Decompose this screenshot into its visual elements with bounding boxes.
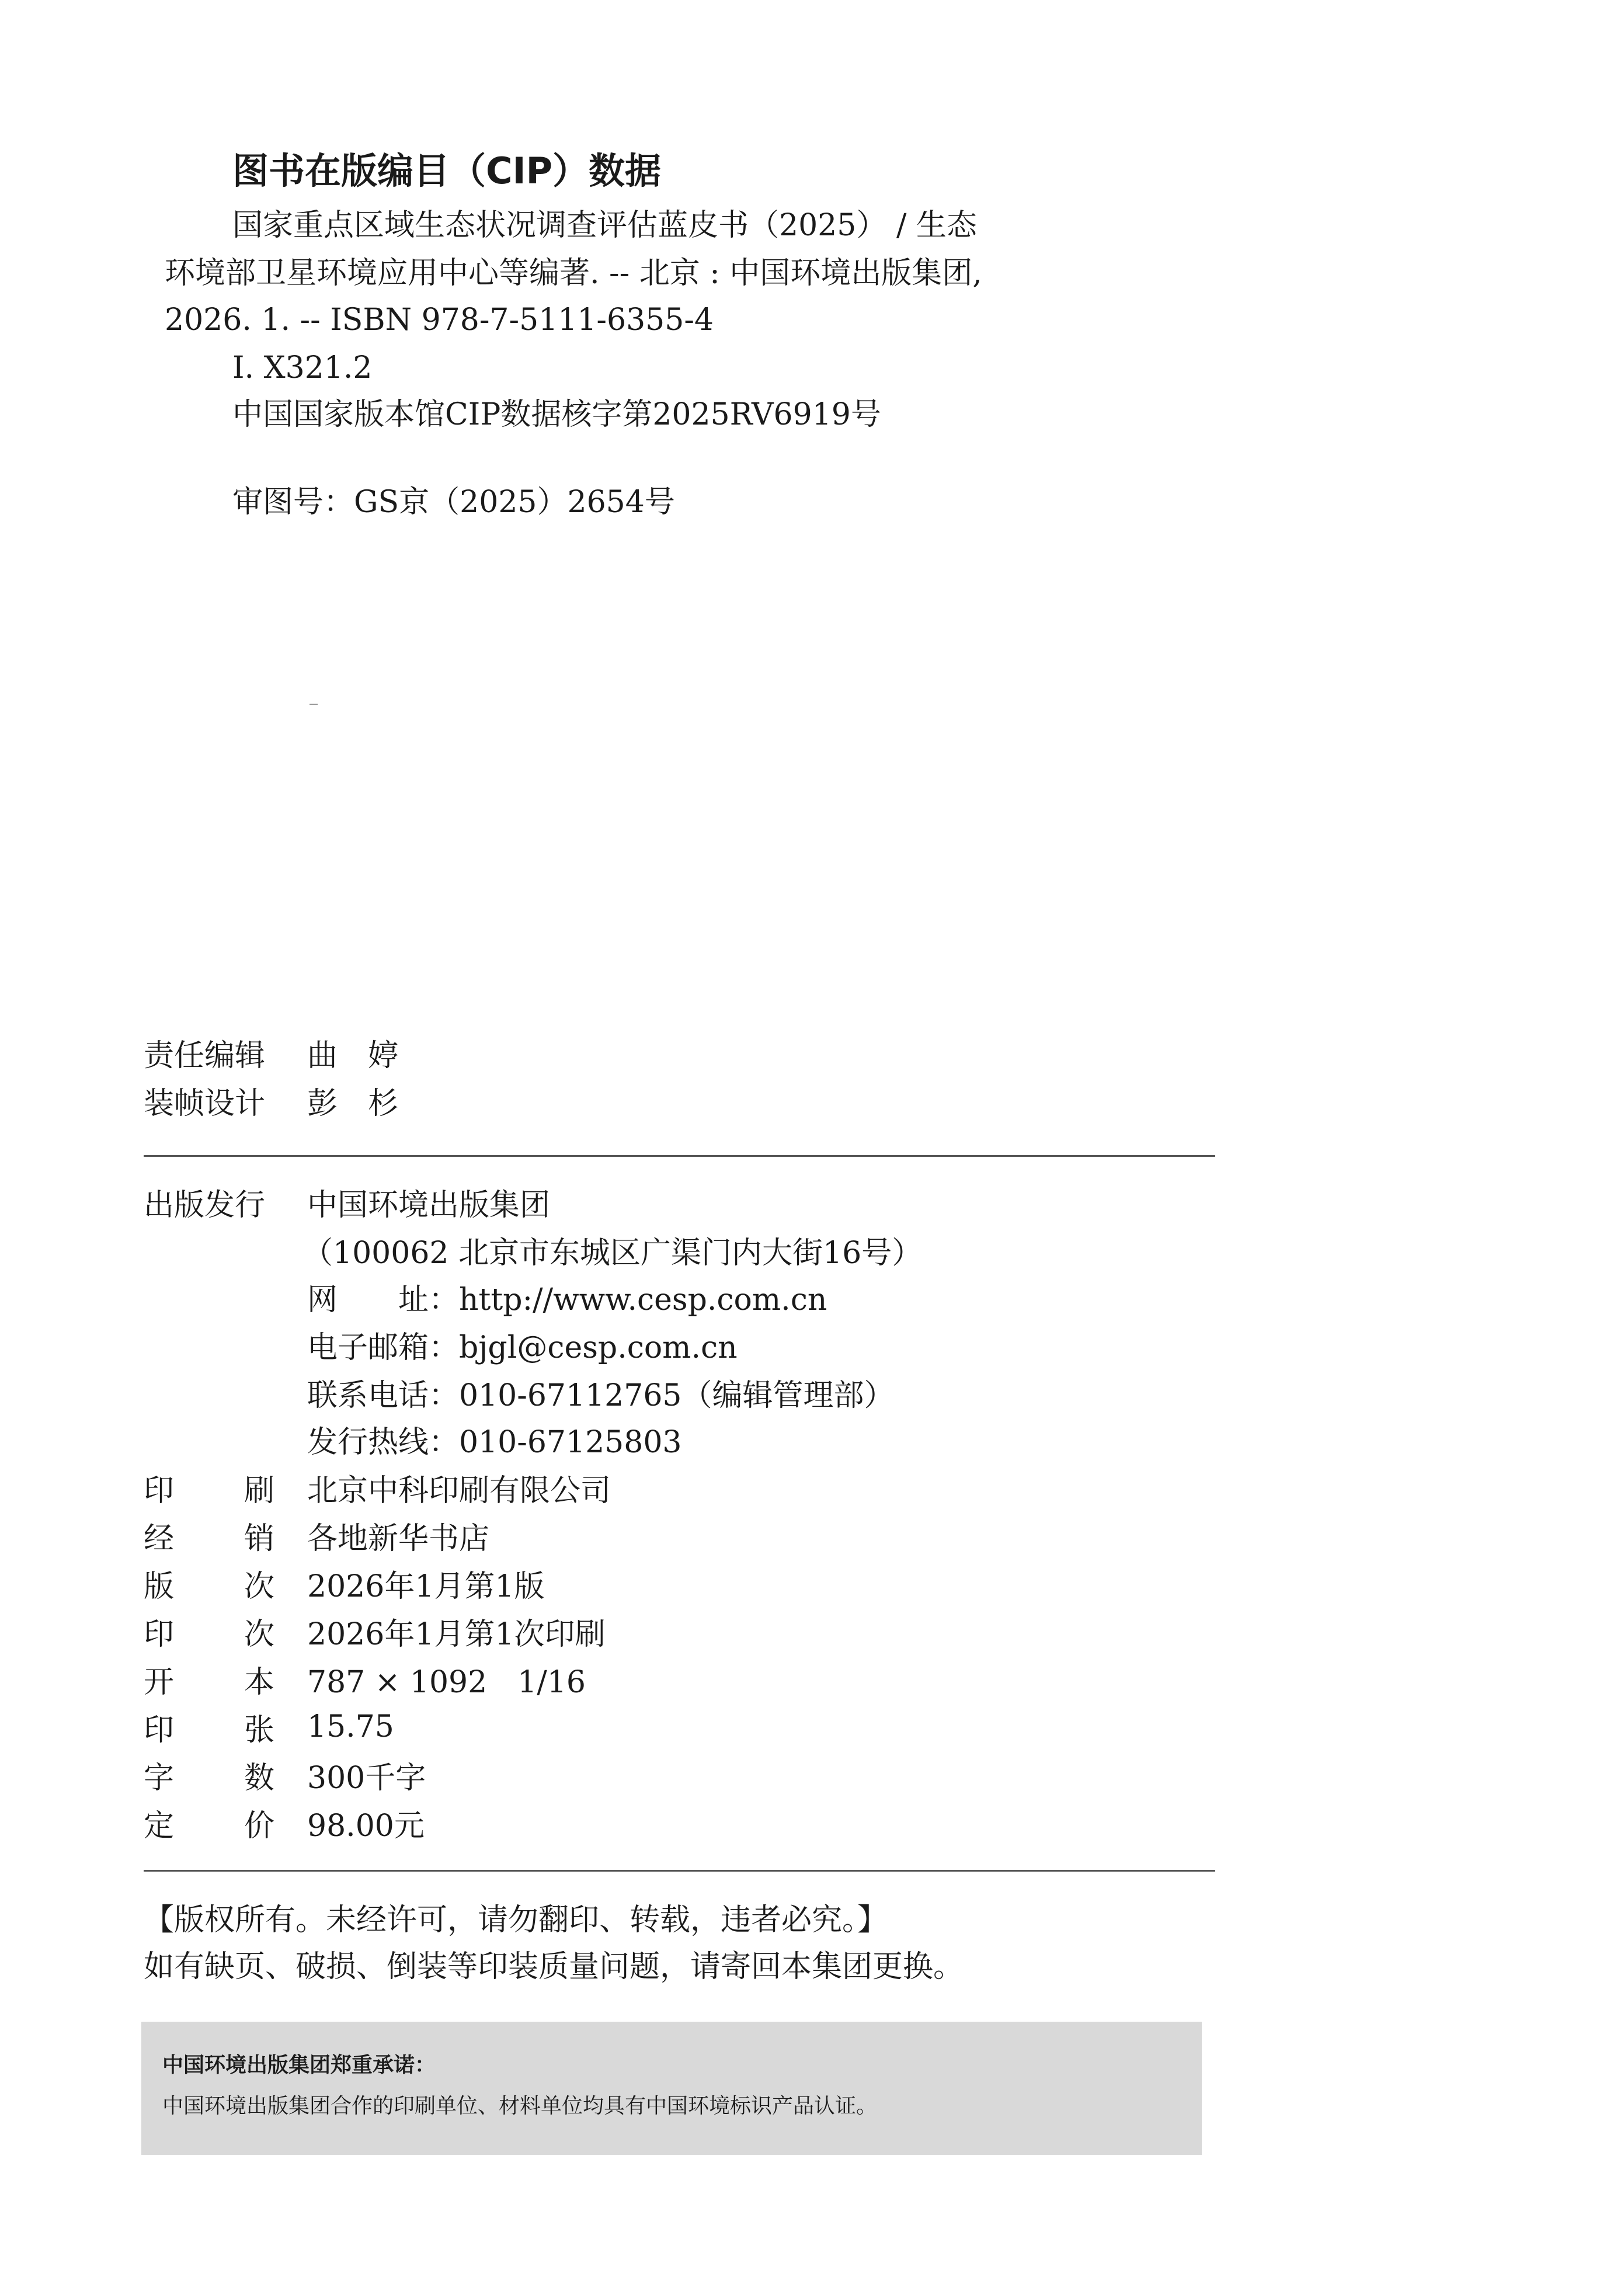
publisher-address: （100062 北京市东城区广渠门内大街16号） [302,1236,923,1271]
detail-label-char: 刷 [244,1473,274,1508]
detail-value: 北京中科印刷有限公司 [307,1473,611,1508]
website-row [307,1277,827,1323]
quality-notice: 如有缺页、破损、倒装等印装质量问题，请寄回本集团更换。 [144,1949,964,1984]
publisher-label: 出版发行 [144,1188,266,1223]
divider-top [144,1155,1215,1157]
detail-label-char: 张 [244,1712,274,1748]
design-value: 彭 杉 [307,1086,399,1121]
detail-row-format [144,1655,586,1703]
detail-label-char: 数 [244,1760,274,1796]
website-label: 网 址： [307,1282,460,1317]
publisher-name: 中国环境出版集团 [307,1188,551,1223]
editor-label: 责任编辑 [144,1038,266,1073]
detail-value: 787 × 1092 1/16 [307,1664,586,1700]
detail-label-char: 印 [144,1473,175,1508]
email-label: 电子邮箱： [307,1330,460,1365]
detail-label-char: 版 [144,1569,175,1604]
phone-label: 联系电话： [307,1378,460,1413]
detail-label-char: 印 [144,1712,175,1748]
detail-label-char: 销 [244,1521,274,1556]
cip-line-1: 国家重点区域生态状况调查评估蓝皮书（2025） / 生态 [232,208,977,243]
website-link[interactable]: http://www.cesp.com.cn [459,1282,827,1317]
design-label: 装帧设计 [144,1086,266,1121]
detail-label-char: 价 [244,1808,274,1844]
detail-value: 300千字 [307,1760,426,1796]
hotline-label: 发行热线： [307,1425,460,1460]
detail-row-edition [144,1559,545,1607]
cip-line-2: 环境部卫星环境应用中心等编著. -- 北京 : 中国环境出版集团, [165,256,982,291]
phone-row [307,1372,895,1419]
detail-value: 2026年1月第1次印刷 [307,1616,606,1652]
detail-label-char: 开 [144,1664,175,1700]
detail-value: 2026年1月第1版 [307,1569,545,1604]
commitment-title: 中国环境出版集团郑重承诺： [162,2053,436,2077]
editor-value: 曲 婷 [307,1038,399,1073]
detail-row-sheets [144,1703,394,1751]
phone-value: 010-67112765（编辑管理部） [459,1378,895,1413]
cip-record-number: 中国国家版本馆CIP数据核字第2025RV6919号 [232,397,881,432]
detail-row-distributor [144,1511,490,1559]
detail-value: 各地新华书店 [307,1521,490,1556]
cip-classification: Ⅰ. X321.2 [232,350,373,385]
cip-title: 图书在版编目（CIP）数据 [232,149,662,192]
detail-row-printer [144,1463,611,1511]
detail-value: 98.00元 [307,1808,425,1844]
cip-line-3: 2026. 1. -- ISBN 978-7-5111-6355-4 [165,302,714,338]
detail-row-printing [144,1607,606,1655]
email-link[interactable]: bjgl@cesp.com.cn [459,1330,738,1365]
detail-label-char: 字 [144,1760,175,1796]
detail-label-char: 本 [244,1664,274,1700]
detail-row-wordcount [144,1751,426,1799]
hotline-row [307,1419,682,1466]
detail-label-char: 经 [144,1521,175,1556]
detail-value: 15.75 [307,1709,394,1744]
detail-label-char: 次 [244,1616,274,1652]
map-review-number: 审图号：GS京（2025）2654号 [232,485,675,520]
email-row [307,1324,738,1371]
detail-label-char: 定 [144,1808,175,1844]
copyright-notice: 【版权所有。未经许可，请勿翻印、转载，违者必究。】 [144,1903,888,1938]
divider-bottom [144,1870,1215,1872]
stray-mark [310,704,318,705]
detail-label-char: 印 [144,1616,175,1652]
commitment-body: 中国环境出版集团合作的印刷单位、材料单位均具有中国环境标识产品认证。 [162,2094,878,2118]
commitment-box [141,2022,1202,2155]
detail-label-char: 次 [244,1569,274,1604]
detail-row-price [144,1799,425,1847]
hotline-value: 010-67125803 [459,1425,682,1460]
